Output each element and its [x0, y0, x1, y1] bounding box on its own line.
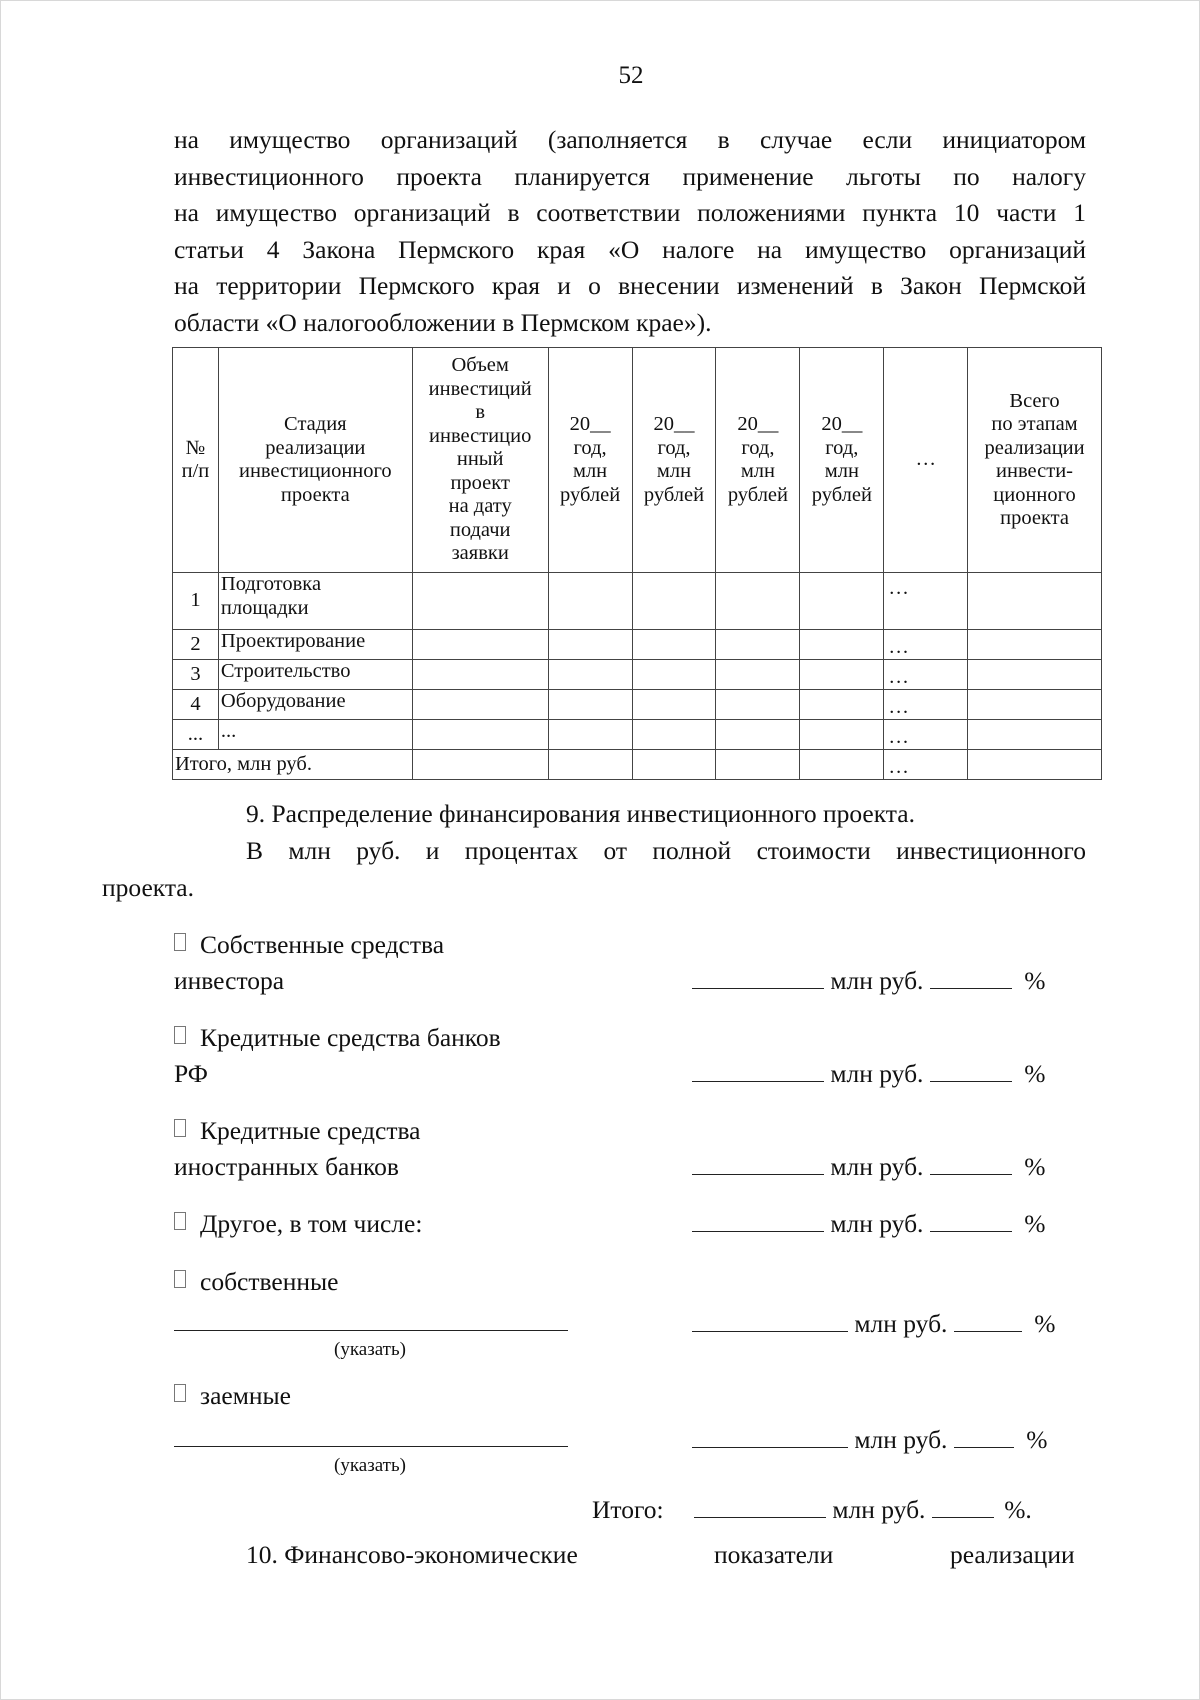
section9-subtitle-line: проекта. [102, 872, 194, 902]
cell-total[interactable] [968, 630, 1102, 660]
cell-ellipsis: … [884, 660, 968, 690]
checkbox[interactable] [174, 1119, 186, 1137]
total-label: Итого: [592, 1495, 664, 1524]
row-stage: Оборудование [218, 690, 412, 720]
specify-field[interactable] [174, 1446, 568, 1447]
header-total: Всего по этапам реализации инвести- ционного проекта [968, 348, 1102, 573]
checkbox[interactable] [174, 1212, 186, 1230]
funding-item-foreign-banks: Кредитные средства иностранных банков млн руб. % [174, 1116, 1046, 1181]
header-stage: Стадия реализации инвестиционного проекта [218, 348, 412, 573]
table-row [173, 573, 1102, 630]
total-mln-field[interactable] [694, 1495, 826, 1518]
funding-item-own: собственные (указать) млн руб. % [174, 1264, 1094, 1374]
amount-pct-field[interactable] [954, 1425, 1014, 1448]
amount-mln-field[interactable] [692, 1152, 824, 1175]
row-stage: Проектирование [218, 630, 412, 660]
amount-pct-field[interactable] [930, 966, 1012, 989]
cell-year[interactable] [548, 573, 632, 630]
section9-subtitle-line: В млн руб. и процентах от полной стоимости инвестиционного [246, 836, 1086, 865]
cell-year[interactable] [716, 573, 800, 630]
intro-line: статьи 4 Закона Пермского края «О налоге на имущество организаций [174, 234, 1086, 264]
table-row [173, 720, 1102, 750]
cell-volume[interactable] [412, 630, 548, 660]
cell-volume[interactable] [412, 690, 548, 720]
cell-ellipsis: … [884, 750, 968, 780]
cell-total[interactable] [968, 573, 1102, 630]
table-total-row [173, 750, 1102, 780]
section9-title: 9. Распределение финансирования инвестиционного проекта. [246, 799, 915, 828]
header-year-2: 20__ год, млн рублей [632, 348, 716, 573]
cell-year[interactable] [716, 720, 800, 750]
cell-ellipsis: … [884, 720, 968, 750]
row-stage: Строительство [218, 660, 412, 690]
row-num: 2 [173, 630, 219, 660]
row-num: 4 [173, 690, 219, 720]
cell-year[interactable] [548, 720, 632, 750]
table-header-row [173, 348, 1102, 573]
cell-year[interactable] [800, 660, 884, 690]
specify-caption: (указать) [334, 1339, 406, 1360]
amount-mln-field[interactable] [692, 1059, 824, 1082]
header-ellipsis: … [884, 348, 968, 573]
cell-total[interactable] [968, 720, 1102, 750]
checkbox[interactable] [174, 1384, 186, 1402]
cell-year[interactable] [632, 630, 716, 660]
cell-total[interactable] [968, 690, 1102, 720]
cell-year[interactable] [548, 660, 632, 690]
funding-total: Итого: млн руб. %. [174, 1492, 1094, 1532]
intro-line: области «О налогообложении в Пермском крае»). [174, 307, 712, 337]
investment-stages-table [172, 347, 1102, 780]
intro-line: на территории Пермского края и о внесении изменений в Закон Пермской [174, 271, 1086, 300]
amount-pct-field[interactable] [930, 1209, 1012, 1232]
cell-year[interactable] [632, 690, 716, 720]
table-row [173, 660, 1102, 690]
header-volume: Объем инвестиций в инвестицио нный проект на дату подачи заявки [412, 348, 548, 573]
page-number: 52 [618, 62, 644, 89]
cell-year[interactable] [716, 630, 800, 660]
table-row [173, 690, 1102, 720]
specify-caption: (указать) [334, 1455, 406, 1476]
cell-year[interactable] [548, 630, 632, 660]
intro-paragraph [174, 122, 1086, 341]
intro-line: на имущество организаций в соответствии положениями пункта 10 части 1 [174, 198, 1086, 227]
cell-year[interactable] [632, 660, 716, 690]
cell-year[interactable] [632, 750, 716, 780]
intro-line: на имущество организаций (заполняется в случае если инициатором [174, 125, 1086, 154]
header-year-1: 20__ год, млн рублей [548, 348, 632, 573]
row-num: 1 [173, 573, 219, 630]
cell-year[interactable] [716, 750, 800, 780]
header-year-3: 20__ год, млн рублей [716, 348, 800, 573]
table-row [173, 630, 1102, 660]
amount-mln-field[interactable] [692, 966, 824, 989]
cell-ellipsis: … [884, 690, 968, 720]
specify-field[interactable] [174, 1330, 568, 1331]
row-stage: ... [218, 720, 412, 750]
cell-year[interactable] [632, 720, 716, 750]
checkbox[interactable] [174, 1026, 186, 1044]
row-stage: Подготовка площадки [218, 573, 412, 630]
cell-year[interactable] [716, 690, 800, 720]
cell-volume[interactable] [412, 720, 548, 750]
funding-item-rf-banks: Кредитные средства банков РФ млн руб. % [174, 1023, 1046, 1088]
funding-item-borrowed: заемные (указать) млн руб. % [174, 1378, 1094, 1488]
cell-year[interactable] [800, 720, 884, 750]
cell-total[interactable] [968, 750, 1102, 780]
header-num: № п/п [173, 348, 219, 573]
section9-subtitle [102, 833, 1086, 906]
row-num: ... [173, 720, 219, 750]
cell-volume[interactable] [412, 750, 548, 780]
cell-year[interactable] [800, 750, 884, 780]
checkbox[interactable] [174, 1270, 186, 1288]
amount-pct-field[interactable] [954, 1309, 1022, 1332]
checkbox[interactable] [174, 933, 186, 951]
cell-volume[interactable] [412, 573, 548, 630]
cell-total[interactable] [968, 660, 1102, 690]
total-pct-field[interactable] [932, 1495, 994, 1518]
cell-volume[interactable] [412, 660, 548, 690]
funding-item-own-investor: Собственные средства инвестора млн руб. % [174, 930, 1046, 995]
cell-year[interactable] [716, 660, 800, 690]
cell-year[interactable] [632, 573, 716, 630]
amount-mln-field[interactable] [692, 1209, 824, 1232]
cell-ellipsis: … [884, 573, 968, 630]
cell-year[interactable] [800, 573, 884, 630]
cell-year[interactable] [800, 690, 884, 720]
amount-pct-field[interactable] [930, 1152, 1012, 1175]
amount-mln-field[interactable] [692, 1309, 848, 1332]
cell-year[interactable] [548, 750, 632, 780]
funding-item-other: Другое, в том числе: млн руб. % [174, 1206, 1094, 1246]
amount-mln-field[interactable] [692, 1425, 848, 1448]
intro-line: инвестиционного проекта планируется применение льготы по налогу [174, 161, 1086, 191]
cell-year[interactable] [548, 690, 632, 720]
total-label: Итого, млн руб. [173, 750, 413, 780]
cell-ellipsis: … [884, 630, 968, 660]
cell-year[interactable] [800, 630, 884, 660]
row-num: 3 [173, 660, 219, 690]
header-year-4: 20__ год, млн рублей [800, 348, 884, 573]
amount-pct-field[interactable] [930, 1059, 1012, 1082]
